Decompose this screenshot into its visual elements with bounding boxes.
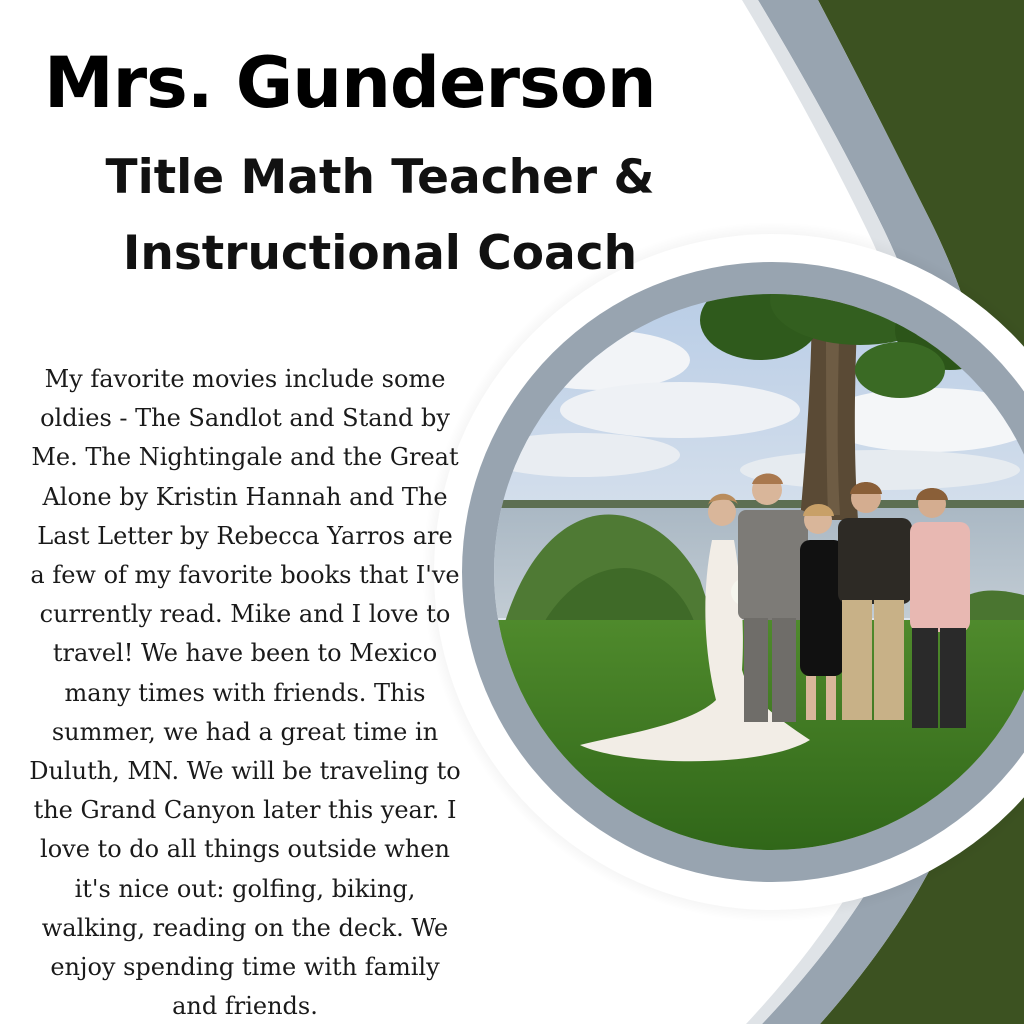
bio-line: love to do all things outside when (40, 835, 450, 864)
bio-line: enjoy spending time with family (50, 953, 440, 982)
bio-line: Duluth, MN. We will be traveling to (29, 757, 461, 786)
bio-line: Last Letter by Rebecca Yarros are (37, 521, 453, 550)
bio-line: the Grand Canyon later this year. I (33, 796, 457, 825)
role-line: Instructional Coach (122, 226, 638, 281)
role-title (60, 140, 700, 292)
bio-text (22, 360, 468, 1024)
bio-line: Alone by Kristin Hannah and The (42, 482, 448, 511)
teacher-name: Mrs. Gunderson (44, 42, 656, 124)
bio-line: currently read. Mike and I love to (39, 600, 451, 629)
role-line: Title Math Teacher & (105, 150, 655, 205)
bio-line: My favorite movies include some (44, 365, 446, 393)
bio-line: Me. The Nightingale and the Great (31, 443, 459, 472)
bio-line: oldies - The Sandlot and Stand by (40, 404, 450, 433)
bio-line: it's nice out: golfing, biking, (74, 874, 416, 903)
bio-line: a few of my favorite books that I've (30, 561, 460, 590)
bio-line: travel! We have been to Mexico (52, 639, 438, 668)
bio-line: walking, reading on the deck. We (41, 913, 449, 942)
bio-line: summer, we had a great time in (51, 717, 439, 746)
bio-line: and friends. (172, 992, 318, 1021)
bio-line: many times with friends. This (64, 678, 426, 707)
